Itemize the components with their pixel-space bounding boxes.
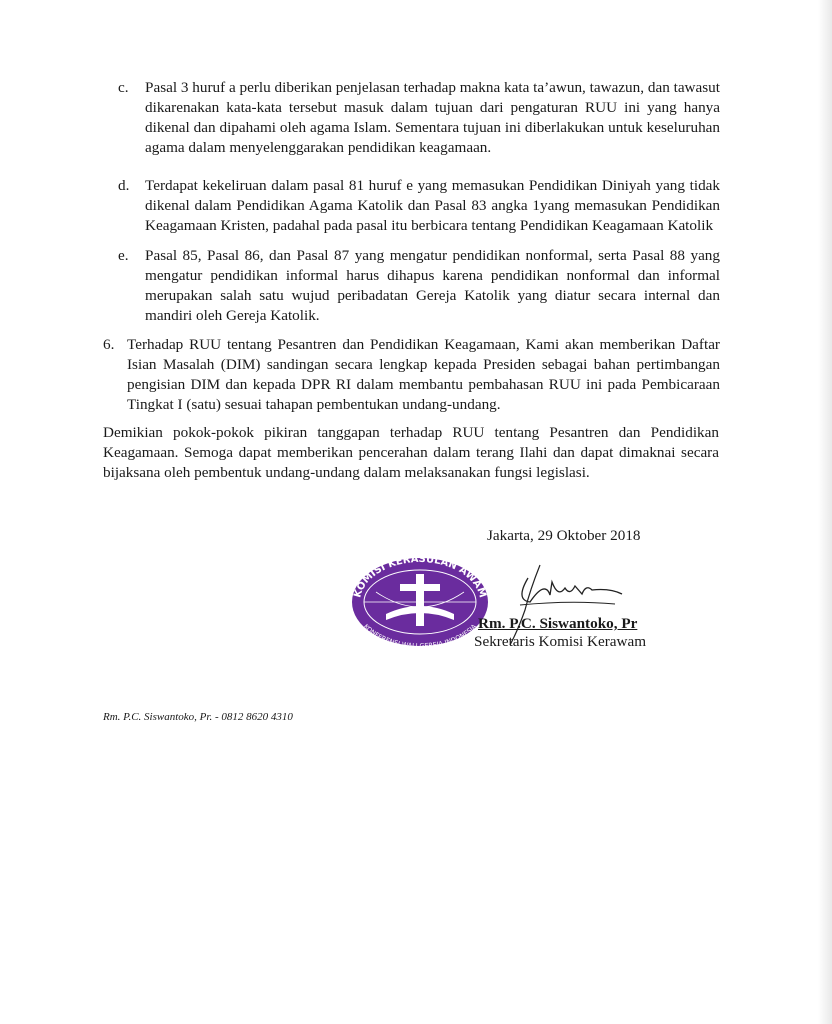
footer-contact: Rm. P.C. Siswantoko, Pr. - 0812 8620 4310 bbox=[103, 711, 293, 723]
text-line: agama dalam menyelenggarakan pendidikan keagamaan. bbox=[145, 139, 492, 156]
text-line: Isian Masalah (DIM) sandingan secara lengkap kepada Presiden sebagai bahan pertimbangan bbox=[127, 356, 720, 373]
text-line: Terhadap RUU tentang Pesantren dan Pendidikan Keagamaan, Kami akan memberikan Daftar bbox=[127, 336, 720, 353]
svg-text:KONFERENSI WALI GEREJA INDONES: KONFERENSI WALI GEREJA INDONESIA bbox=[361, 622, 479, 651]
text-line: mandiri oleh Gereja Katolik. bbox=[145, 307, 320, 324]
text-line: bijaksana oleh pembentuk undang-undang dalam melaksanakan fungsi legislasi. bbox=[103, 464, 590, 481]
list-item-label: 6. bbox=[103, 336, 115, 353]
list-item-label: c. bbox=[118, 79, 129, 96]
text-line: dikarenakan kata-kata tersebut masuk dalam tujuan dari pengaturan RUU ini yang hanya bbox=[145, 99, 720, 116]
text-line: mengatur pendidikan informal harus dihapus karena pendidikan nonformal dan informal bbox=[145, 267, 720, 284]
place-date: Jakarta, 29 Oktober 2018 bbox=[487, 527, 641, 544]
text-line: pengisian DIM dan kepada DPR RI dalam membantu pembahasan RUU ini pada Pembicaraan bbox=[127, 376, 720, 393]
text-line: merupakan salah satu wujud peribadatan Gereja Katolik yang diatur secara internal dan bbox=[145, 287, 720, 304]
signer-position: Sekretaris Komisi Kerawam bbox=[474, 633, 647, 650]
text-line: dikenal dan dipahami oleh agama Islam. Sementara tujuan ini diberlakukan untuk keseluruhan bbox=[145, 119, 720, 136]
text-line: Terdapat kekeliruan dalam pasal 81 huruf e yang memasukan Pendidikan Diniyah yang tidak bbox=[145, 177, 720, 194]
text-line: Keagamaan. Semoga dapat memberikan pencerahan dalam terang Ilahi dan dapat dimaknai secara bbox=[103, 444, 719, 461]
text-line: dikenal dalam Pendidikan Agama Katolik dan Pasal 83 angka 1yang memasukan Pendidikan bbox=[145, 197, 720, 214]
text-line: Tingkat I (satu) sesuai tahapan pembentukan undang-undang. bbox=[127, 396, 501, 413]
text-line: Keagamaan Kristen, padahal pada pasal itu berbicara tentang Pendidikan Keagamaan Katolik bbox=[145, 217, 714, 234]
page-edge-shadow bbox=[818, 0, 832, 1024]
list-item-label: e. bbox=[118, 247, 129, 264]
text-line: Demikian pokok-pokok pikiran tanggapan terhadap RUU tentang Pesantren dan Pendidikan bbox=[103, 424, 719, 441]
text-line: Pasal 3 huruf a perlu diberikan penjelasan terhadap makna kata ta’awun, tawazun, dan tawasut bbox=[145, 79, 720, 96]
closing-paragraph bbox=[103, 423, 719, 483]
text-line: Pasal 85, Pasal 86, dan Pasal 87 yang mengatur pendidikan nonformal, serta Pasal 88 yang bbox=[145, 247, 720, 264]
list-item-label: d. bbox=[118, 177, 130, 194]
svg-text:KOMISI KERASULAN AWAM: KOMISI KERASULAN AWAM bbox=[352, 553, 488, 600]
signer-name: Rm. P.C. Siswantoko, Pr bbox=[478, 615, 638, 632]
